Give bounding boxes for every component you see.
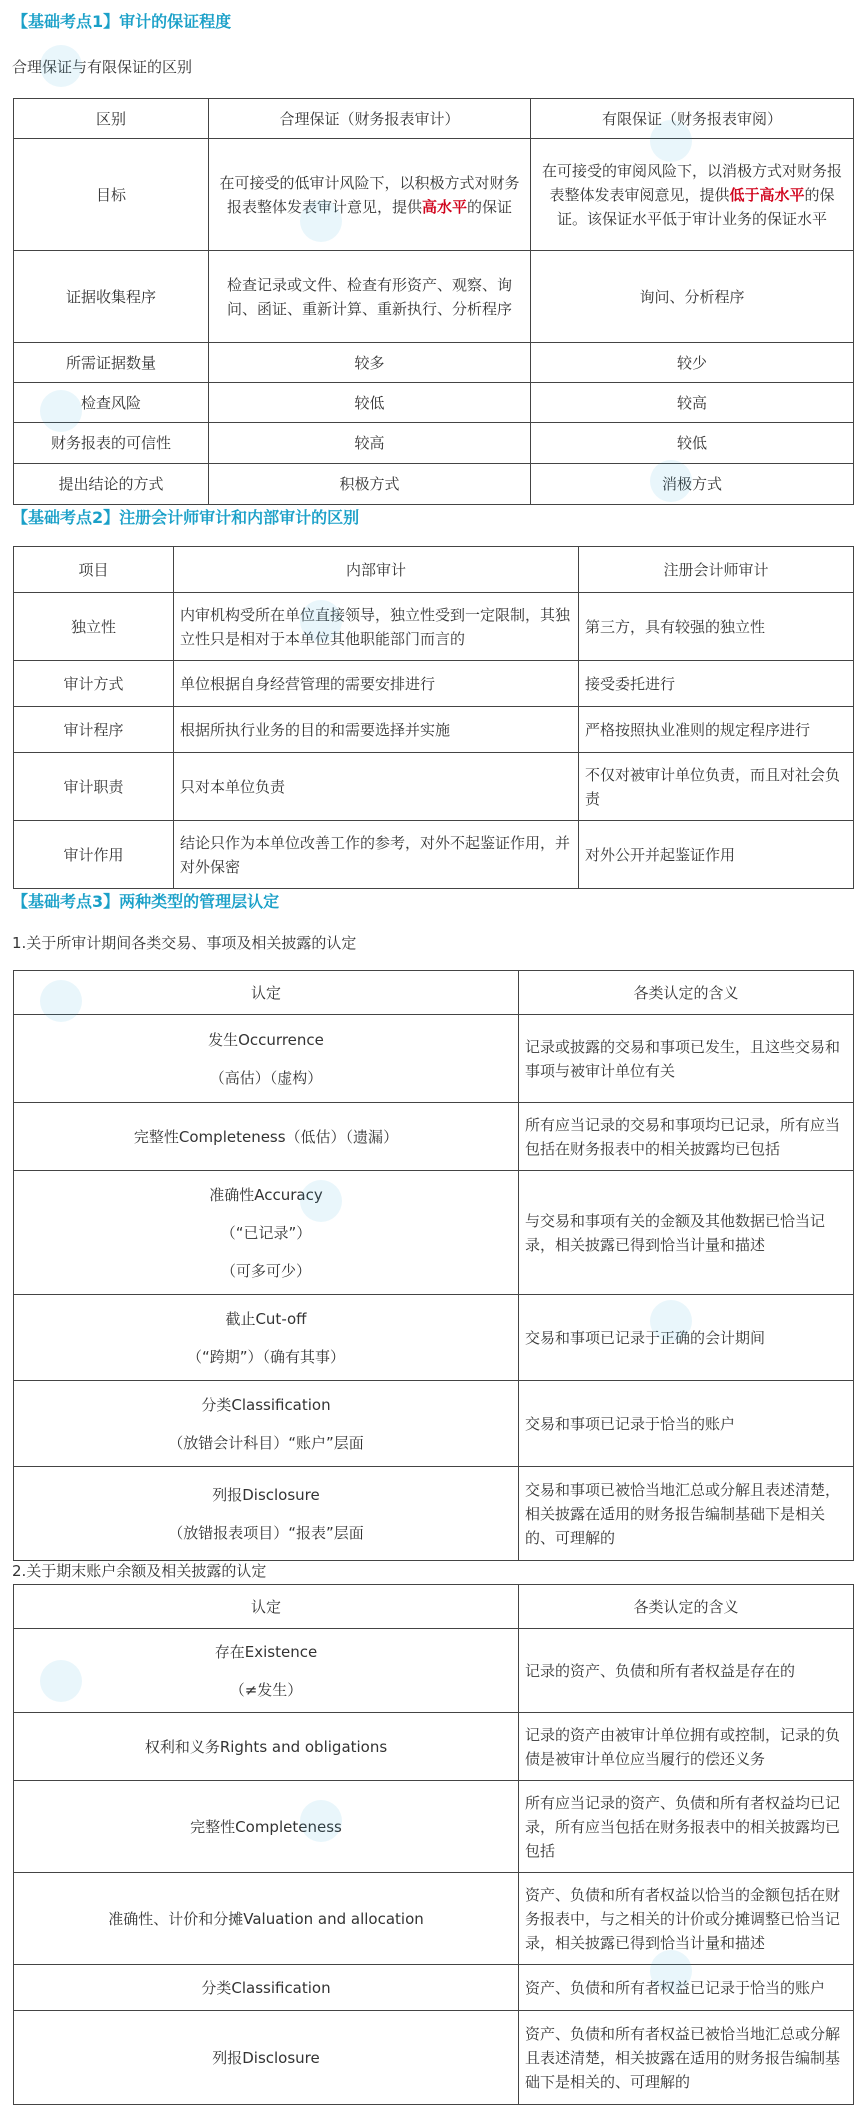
table-header-row [14,1585,854,1629]
goal-limited-cell: 在可接受的审阅风险下，以消极方式对财务报表整体发表审阅意见，提供低于高水平的保证。该保证水平低于审计业务的保证水平 [531,139,854,251]
header-cell: 各类认定的含义 [519,1585,854,1629]
section-3-subtitle-1: 1.关于所审计期间各类交易、事项及相关披露的认定 [12,934,357,952]
table-row [14,251,854,343]
highlight-text: 高水平 [421,197,467,216]
table-cell: 检查记录或文件、检查有形资产、观察、询问、函证、重新计算、重新执行、分析程序 [209,251,531,343]
table-header-row [14,99,854,139]
balance-assertions-table [13,1584,854,2105]
table-row [14,1295,854,1381]
row-label: 所需证据数量 [14,343,209,383]
table-row [14,1171,854,1295]
meaning-cell: 交易和事项已被恰当地汇总或分解且表述清楚，相关披露在适用的财务报告编制基础下是相关的、可理解的 [519,1467,854,1561]
table-header-row [14,971,854,1015]
transaction-assertions-table [13,970,854,1561]
meaning-cell: 资产、负债和所有者权益已被恰当地汇总或分解且表述清楚，相关披露在适用的财务报告编制基础下是相关的、可理解的 [519,2011,854,2105]
table-cell: 根据所执行业务的目的和需要选择并实施 [174,707,579,753]
table-cell: 较高 [531,383,854,423]
header-cell: 项目 [14,547,174,593]
meaning-cell: 所有应当记录的交易和事项均已记录，所有应当包括在财务报表中的相关披露均已包括 [519,1103,854,1171]
header-cell: 合理保证（财务报表审计） [209,99,531,139]
section-1-subtitle: 合理保证与有限保证的区别 [12,58,193,76]
table-cell: 对外公开并起鉴证作用 [579,821,854,889]
table-cell: 较高 [209,423,531,464]
meaning-cell: 记录或披露的交易和事项已发生，且这些交易和事项与被审计单位有关 [519,1015,854,1103]
header-cell: 有限保证（财务报表审阅） [531,99,854,139]
meaning-cell: 记录的资产、负债和所有者权益是存在的 [519,1629,854,1713]
header-cell: 各类认定的含义 [519,971,854,1015]
table-row [14,1965,854,2011]
table-row [14,1873,854,1965]
header-cell: 认定 [14,1585,519,1629]
table-cell: 较多 [209,343,531,383]
section-3-subtitle-2: 2.关于期末账户余额及相关披露的认定 [12,1562,267,1580]
meaning-cell: 交易和事项已记录于正确的会计期间 [519,1295,854,1381]
table-cell: 单位根据自身经营管理的需要安排进行 [174,661,579,707]
table-cell: 只对本单位负责 [174,753,579,821]
header-cell: 注册会计师审计 [579,547,854,593]
assertion-cell: 截止Cut-off （“跨期”）（确有其事） [14,1295,519,1381]
header-cell: 认定 [14,971,519,1015]
table-row [14,661,854,707]
meaning-cell: 交易和事项已记录于恰当的账户 [519,1381,854,1467]
goal-reasonable-cell: 在可接受的低审计风险下，以积极方式对财务报表整体发表审计意见，提供高水平的保证 [209,139,531,251]
row-label: 目标 [14,139,209,251]
section-3-title: 【基础考点3】两种类型的管理层认定 [12,892,280,911]
row-label: 提出结论的方式 [14,464,209,505]
header-cell: 区别 [14,99,209,139]
table-row [14,1015,854,1103]
row-label: 检查风险 [14,383,209,423]
table-cell: 第三方，具有较强的独立性 [579,593,854,661]
meaning-cell: 记录的资产由被审计单位拥有或控制，记录的负债是被审计单位应当履行的偿还义务 [519,1713,854,1781]
table-row [14,1629,854,1713]
section-1-title: 【基础考点1】审计的保证程度 [12,12,232,31]
assertion-cell: 完整性Completeness（低估）（遗漏） [14,1103,519,1171]
table-header-row [14,547,854,593]
header-cell: 内部审计 [174,547,579,593]
table-row [14,1467,854,1561]
row-label: 审计作用 [14,821,174,889]
table-cell: 积极方式 [209,464,531,505]
table-cell: 结论只作为本单位改善工作的参考，对外不起鉴证作用，并对外保密 [174,821,579,889]
table-row [14,343,854,383]
assurance-table [13,98,854,505]
table-row [14,1103,854,1171]
assertion-cell: 分类Classification [14,1965,519,2011]
table-cell: 内审机构受所在单位直接领导，独立性受到一定限制，其独立性只是相对于本单位其他职能部门而言的 [174,593,579,661]
row-label: 审计程序 [14,707,174,753]
assertion-cell: 存在Existence （≠发生） [14,1629,519,1713]
meaning-cell: 资产、负债和所有者权益已记录于恰当的账户 [519,1965,854,2011]
assertion-cell: 权利和义务Rights and obligations [14,1713,519,1781]
table-row [14,1381,854,1467]
audit-comparison-table [13,546,854,889]
highlight-text: 低于高水平 [729,185,805,204]
row-label: 独立性 [14,593,174,661]
assertion-cell: 列报Disclosure [14,2011,519,2105]
table-cell: 较低 [531,423,854,464]
table-row [14,139,854,251]
table-row [14,593,854,661]
table-row [14,753,854,821]
table-row [14,1713,854,1781]
row-label: 审计方式 [14,661,174,707]
table-cell: 不仅对被审计单位负责，而且对社会负责 [579,753,854,821]
table-row [14,464,854,505]
assertion-cell: 准确性、计价和分摊Valuation and allocation [14,1873,519,1965]
assertion-cell: 列报Disclosure （放错报表项目）“报表”层面 [14,1467,519,1561]
table-cell: 严格按照执业准则的规定程序进行 [579,707,854,753]
table-cell: 接受委托进行 [579,661,854,707]
table-cell: 询问、分析程序 [531,251,854,343]
row-label: 财务报表的可信性 [14,423,209,464]
meaning-cell: 与交易和事项有关的金额及其他数据已恰当记录，相关披露已得到恰当计量和描述 [519,1171,854,1295]
table-cell: 较低 [209,383,531,423]
table-row [14,707,854,753]
assertion-cell: 分类Classification （放错会计科目）“账户”层面 [14,1381,519,1467]
assertion-cell: 发生Occurrence （高估）（虚构） [14,1015,519,1103]
meaning-cell: 所有应当记录的资产、负债和所有者权益均已记录，所有应当包括在财务报表中的相关披露均已包括 [519,1781,854,1873]
row-label: 证据收集程序 [14,251,209,343]
table-row [14,1781,854,1873]
assertion-cell: 准确性Accuracy （“已记录”） （可多可少） [14,1171,519,1295]
table-row [14,423,854,464]
table-row [14,2011,854,2105]
table-row [14,383,854,423]
assertion-cell: 完整性Completeness [14,1781,519,1873]
meaning-cell: 资产、负债和所有者权益以恰当的金额包括在财务报表中，与之相关的计价或分摊调整已恰当记录，相关披露已得到恰当计量和描述 [519,1873,854,1965]
row-label: 审计职责 [14,753,174,821]
table-cell: 消极方式 [531,464,854,505]
section-2-title: 【基础考点2】注册会计师审计和内部审计的区别 [12,508,360,527]
table-row [14,821,854,889]
table-cell: 较少 [531,343,854,383]
